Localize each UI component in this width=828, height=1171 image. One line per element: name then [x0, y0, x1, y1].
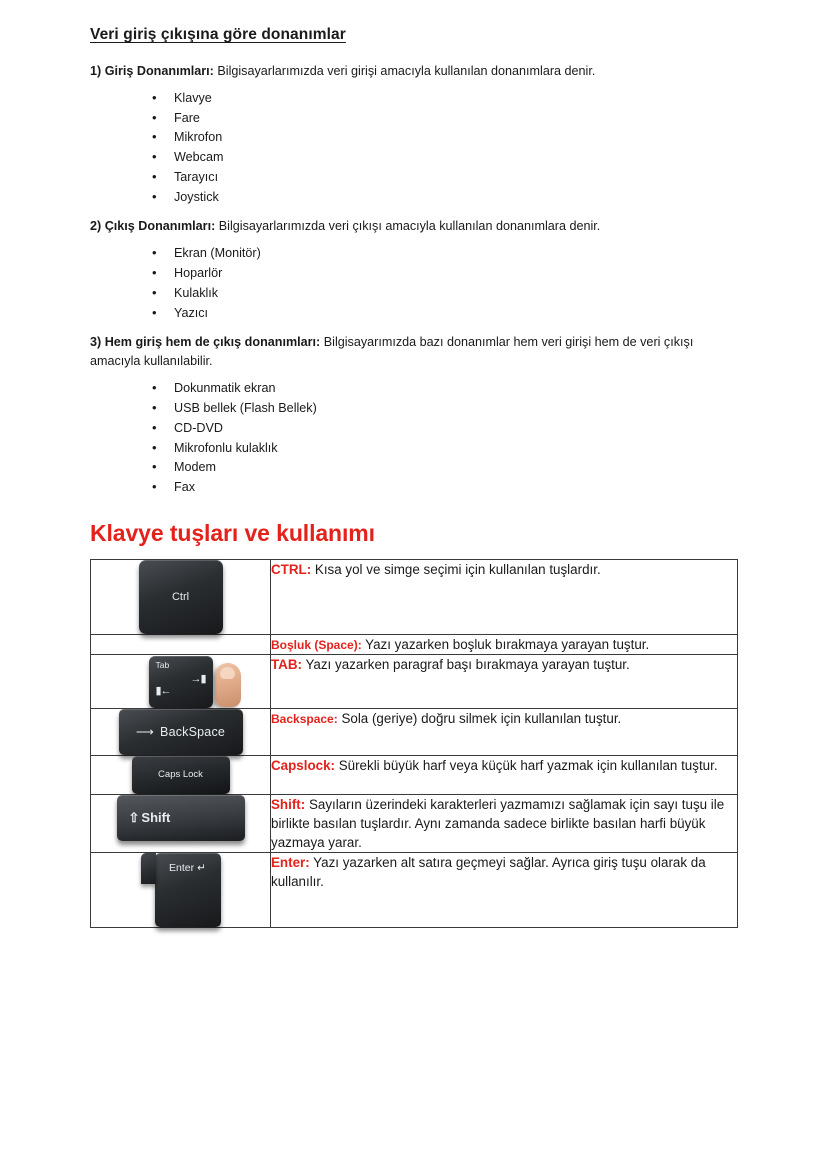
list-item: • Tarayıcı — [152, 168, 748, 188]
table-row — [91, 634, 738, 654]
table-row — [91, 755, 738, 794]
keyboard-keys-table — [90, 559, 738, 928]
section-3-paragraph — [90, 333, 730, 371]
key-name: Backspace: — [271, 711, 338, 726]
key-description: Sola (geriye) doğru silmek için kullanılan tuştur. — [337, 710, 622, 726]
table-row — [91, 794, 738, 852]
keycap-label: Enter — [169, 861, 195, 874]
table-row — [91, 852, 738, 927]
section-3-lead: 3) Hem giriş hem de çıkış donanımları: — [90, 335, 321, 350]
key-name: TAB: — [271, 656, 302, 672]
section-3-text: Bilgisayarımızda bazı donanımlar hem veri girişi hem de veri çıkışı amacıyla kullanılabilir. — [90, 335, 694, 369]
enter-key-image — [91, 852, 271, 927]
spacebar-press-photo — [91, 634, 271, 654]
list-item: • Mikrofon — [152, 128, 748, 148]
tab-keycap — [149, 656, 213, 708]
list-item: • Webcam — [152, 148, 748, 168]
key-description: Yazı yazarken alt satıra geçmeyi sağlar. Ayrıca giriş tuşu olarak da kullanılır. — [271, 854, 706, 889]
section-3-list — [90, 379, 748, 498]
shift-key-image — [91, 794, 271, 852]
table-row — [91, 654, 738, 708]
left-arrow-icon: ⟶ — [135, 725, 155, 740]
shift-keycap — [117, 795, 245, 841]
key-name: Shift: — [271, 796, 306, 812]
keycap-label: Caps Lock — [158, 769, 203, 781]
keycap-face — [119, 709, 243, 755]
list-item: • Mikrofonlu kulaklık — [152, 439, 748, 459]
tab-description-cell — [271, 654, 738, 708]
list-item: • Kulaklık — [152, 284, 748, 304]
keyboard-section-heading: Klavye tuşları ve kullanımı — [90, 519, 375, 546]
enter-keycap — [155, 853, 221, 927]
shift-description-cell — [271, 794, 738, 852]
section-1-paragraph — [90, 62, 748, 81]
keycap-label: Ctrl — [171, 590, 190, 603]
key-description: Sürekli büyük harf veya küçük harf yazmak için kullanılan tuştur. — [335, 757, 718, 773]
list-item: • Fare — [152, 109, 748, 129]
backspace-key-image — [91, 708, 271, 755]
list-item: • Joystick — [152, 188, 748, 208]
keycap-label: BackSpace — [160, 724, 226, 739]
enter-description-cell — [271, 852, 738, 927]
list-item: • Dokunmatik ekran — [152, 379, 748, 399]
enter-arrow-icon: ↵ — [197, 861, 206, 874]
capslock-description-cell — [271, 755, 738, 794]
section-2-paragraph — [90, 217, 748, 236]
list-item: • Klavye — [152, 89, 748, 109]
key-description: Kısa yol ve simge seçimi için kullanılan tuşlardır. — [311, 561, 601, 577]
section-2-list — [90, 244, 748, 323]
keycap-face — [155, 853, 221, 927]
list-item: • Fax — [152, 478, 748, 498]
table-row — [91, 559, 738, 634]
list-item: • Modem — [152, 458, 748, 478]
key-description: Sayıların üzerindeki karakterleri yazmamızı sağlamak için sayı tuşu ile birlikte basılan tuşlardır. Aynı zamanda sadece birlikte basılan harfi büyük yazmaya yarar. — [271, 796, 725, 850]
table-row — [91, 708, 738, 755]
key-description: Yazı yazarken paragraf başı bırakmaya yarayan tuştur. — [302, 656, 630, 672]
section-1-text: Bilgisayarlarımızda veri girişi amacıyla kullanılan donanımlara denir. — [213, 64, 596, 78]
key-name: CTRL: — [271, 561, 312, 577]
keycap-face — [132, 756, 230, 794]
tab-arrows-icon: →▮ ▮← — [155, 673, 206, 697]
keycap-label: Shift — [141, 810, 171, 826]
section-1-list — [90, 89, 748, 208]
space-description-cell — [271, 634, 738, 654]
list-item: • Ekran (Monitör) — [152, 244, 748, 264]
list-item: • Yazıcı — [152, 304, 748, 324]
ctrl-key-image — [91, 559, 271, 634]
list-item: • Hoparlör — [152, 264, 748, 284]
capslock-keycap — [132, 756, 230, 794]
backspace-keycap — [119, 709, 243, 755]
list-item: • CD-DVD — [152, 419, 748, 439]
section-1-lead: 1) Giriş Donanımları: — [90, 64, 214, 78]
key-name: Enter: — [271, 854, 310, 870]
key-name: Capslock: — [271, 757, 335, 773]
page-title: Veri giriş çıkışına göre donanımlar — [90, 26, 346, 43]
keycap-face — [117, 795, 245, 841]
key-name: Boşluk (Space): — [271, 637, 362, 652]
keycap-face — [149, 656, 213, 708]
ctrl-description-cell — [271, 559, 738, 634]
key-description: Yazı yazarken boşluk bırakmaya yarayan tuştur. — [361, 636, 650, 652]
keycap-face — [139, 560, 223, 634]
backspace-description-cell — [271, 708, 738, 755]
tab-key-image — [91, 654, 271, 708]
keycap-label: Tab — [155, 659, 170, 670]
up-arrow-icon: ⇧ — [128, 809, 140, 825]
capslock-key-image — [91, 755, 271, 794]
section-2-text: Bilgisayarlarımızda veri çıkışı amacıyla kullanılan donanımlara denir. — [215, 219, 601, 234]
section-2-lead: 2) Çıkış Donanımları: — [90, 219, 216, 234]
ctrl-keycap — [139, 560, 223, 634]
list-item: • USB bellek (Flash Bellek) — [152, 399, 748, 419]
